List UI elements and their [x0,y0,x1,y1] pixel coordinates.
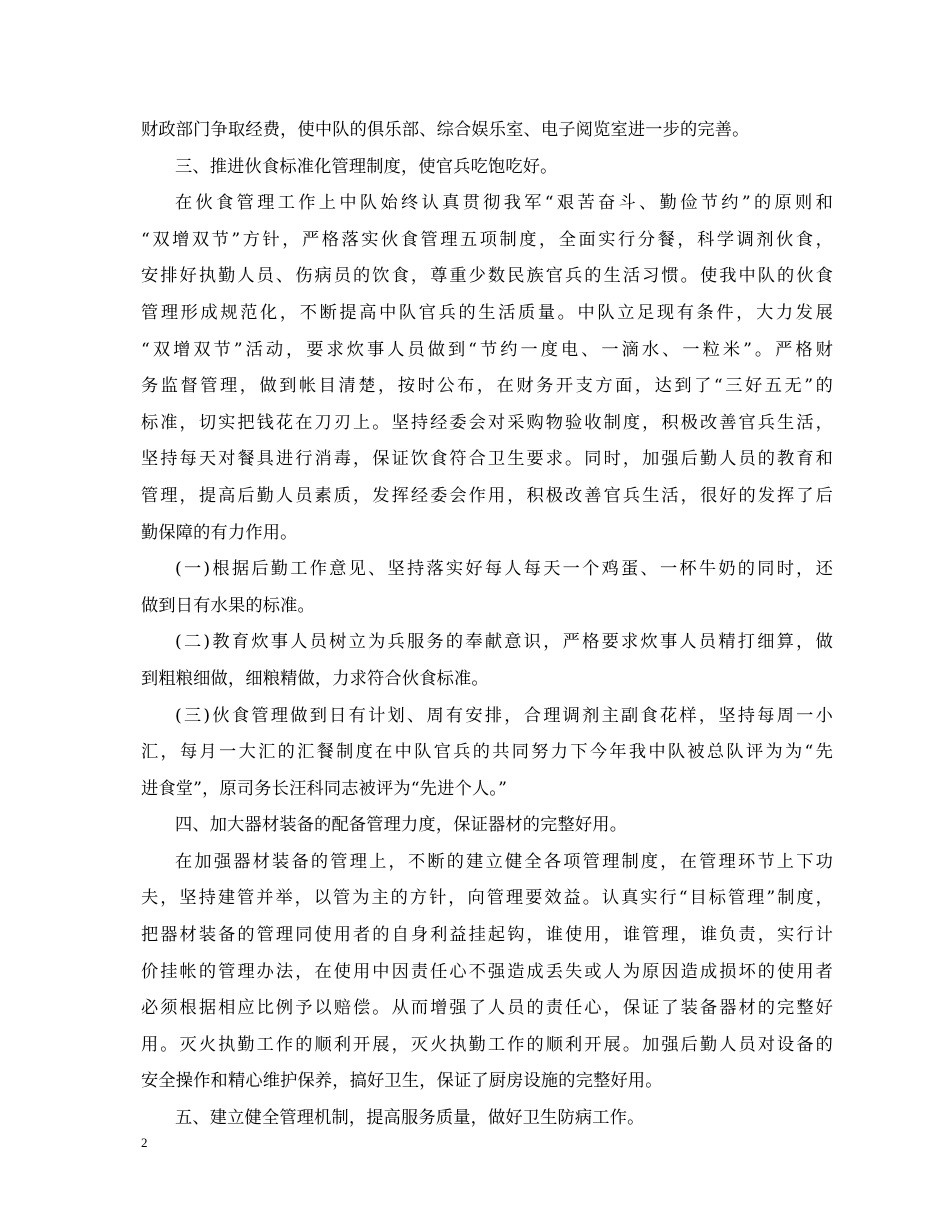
text-line: 进食堂”，原司务长汪科同志被评为“先进个人。” [141,778,508,799]
text-line: 把器材装备的管理同使用者的自身利益挂起钩，谁使用，谁管理，谁负责，实行计 [141,925,833,946]
text-line: 到粗粮细做，细粮精做，力求符合伙食标准。 [141,668,489,689]
text-line: 做到日有水果的标准。 [141,595,315,616]
text-line: 在伙食管理工作上中队始终认真贯彻我军“艰苦奋斗、勤俭节约”的原则和 [175,193,833,214]
text-line: 四、加大器材装备的配备管理力度，保证器材的完整好用。 [175,815,628,836]
text-line: (三)伙食管理做到日有计划、周有安排，合理调剂主副食花样，坚持每周一小 [175,705,833,726]
text-line: 五、建立健全管理机制，提高服务质量，做好卫生防病工作。 [175,1108,645,1129]
text-line: 价挂帐的管理办法，在使用中因责任心不强造成丢失或人为原因造成损坏的使用者 [141,961,833,982]
text-line: 在加强器材装备的管理上，不断的建立健全各项管理制度，在管理环节上下功 [175,851,833,872]
page-number: 2 [141,1135,148,1150]
text-line: “双增双节”方针，严格落实伙食管理五项制度，全面实行分餐，科学调剂伙食， [141,229,833,250]
text-line: 标准，切实把钱花在刀刃上。坚持经委会对采购物验收制度，积极改善官兵生活， [141,412,833,433]
text-line: 管理形成规范化，不断提高中队官兵的生活质量。中队立足现有条件，大力发展 [141,302,833,323]
text-line: 三、推进伙食标准化管理制度，使官兵吃饱吃好。 [175,156,558,177]
text-line: (二)教育炊事人员树立为兵服务的奉献意识，严格要求炊事人员精打细算，做 [175,632,833,653]
text-line: 用。灭火执勤工作的顺利开展，灭火执勤工作的顺利开展。加强后勤人员对设备的 [141,1034,833,1055]
text-line: 必须根据相应比例予以赔偿。从而增强了人员的责任心，保证了装备器材的完整好 [141,998,833,1019]
text-line: 勤保障的有力作用。 [141,522,298,543]
text-line: 财政部门争取经费，使中队的俱乐部、综合娱乐室、电子阅览室进一步的完善。 [141,120,750,140]
text-line: 汇，每月一大汇的汇餐制度在中队官兵的共同努力下今年我中队被总队评为为“先 [141,742,833,763]
text-line: 管理，提高后勤人员素质，发挥经委会作用，积极改善官兵生活，很好的发挥了后 [141,485,833,506]
text-line: 安全操作和精心维护保养，搞好卫生，保证了厨房设施的完整好用。 [141,1071,663,1092]
text-line: (一)根据后勤工作意见、坚持落实好每人每天一个鸡蛋、一杯牛奶的同时，还 [175,559,833,580]
text-line: 夫，坚持建管并举，以管为主的方针，向管理要效益。认真实行“目标管理”制度， [141,888,833,909]
text-line: 安排好执勤人员、伤病员的饮食，尊重少数民族官兵的生活习惯。使我中队的伙食 [141,266,833,287]
document-body [141,112,833,1137]
text-line: 坚持每天对餐具进行消毒，保证饮食符合卫生要求。同时，加强后勤人员的教育和 [141,449,833,470]
text-line: “双增双节”活动，要求炊事人员做到“节约一度电、一滴水、一粒米”。严格财 [141,339,833,360]
text-line: 务监督管理，做到帐目清楚，按时公布，在财务开支方面，达到了“三好五无”的 [141,376,833,397]
